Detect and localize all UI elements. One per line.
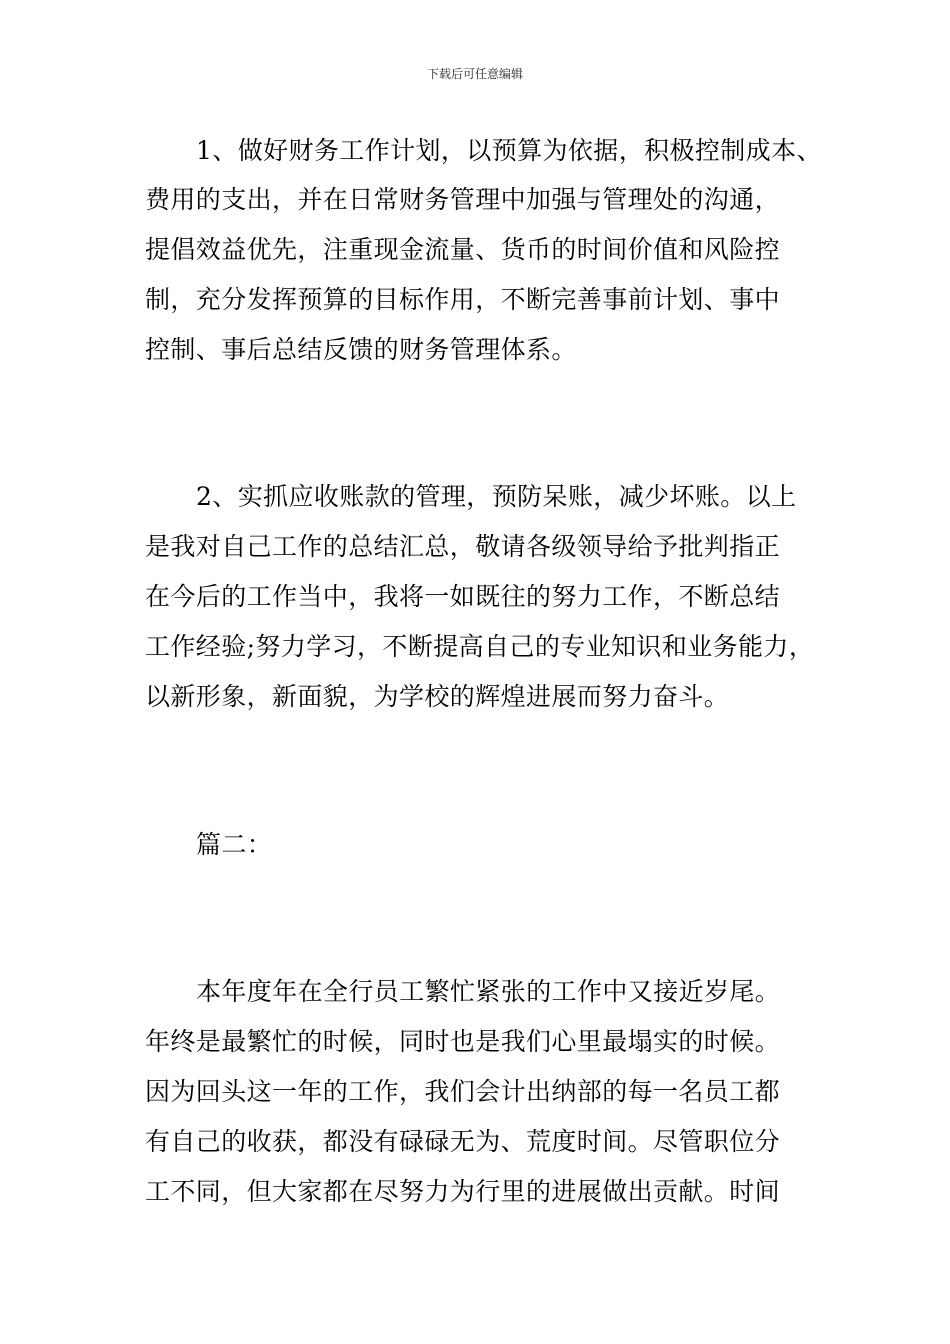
section-heading: 篇二： xyxy=(196,830,273,859)
header-note: 下载后可任意编辑 xyxy=(426,67,523,81)
paragraph-1-line-4: 制，充分发挥预算的目标作用，不断完善事前计划、事中 xyxy=(145,285,781,314)
paragraph-3-line-4: 有自己的收获，都没有碌碌无为、荒度时间。尽管职位分 xyxy=(145,1127,781,1156)
paragraph-1-line-3: 提倡效益优先，注重现金流量、货币的时间价值和风险控 xyxy=(145,235,781,264)
paragraph-1-line-1: 1、做好财务工作计划，以预算为依据，积极控制成本、 xyxy=(196,136,822,165)
paragraph-2-line-4: 工作经验;努力学习，不断提高自己的专业知识和业务能力， xyxy=(145,632,815,661)
paragraph-2-line-2: 是我对自己工作的总结汇总，敬请各级领导给予批判指正 xyxy=(145,532,781,561)
paragraph-1-line-2: 费用的支出，并在日常财务管理中加强与管理处的沟通， xyxy=(145,185,781,214)
paragraph-1-line-5: 控制、事后总结反馈的财务管理体系。 xyxy=(145,335,577,364)
paragraph-3-line-5: 工不同，但大家都在尽努力为行里的进展做出贡献。时间 xyxy=(145,1177,781,1206)
paragraph-3-line-3: 因为回头这一年的工作，我们会计出纳部的每一名员工都 xyxy=(145,1077,781,1106)
paragraph-3-line-2: 年终是最繁忙的时候，同时也是我们心里最塌实的时候。 xyxy=(145,1027,781,1056)
paragraph-2-line-3: 在今后的工作当中，我将一如既往的努力工作，不断总结 xyxy=(145,582,781,611)
paragraph-3-line-1: 本年度年在全行员工繁忙紧张的工作中又接近岁尾。 xyxy=(196,977,781,1006)
paragraph-2-line-1: 2、实抓应收账款的管理，预防呆账，减少坏账。以上 xyxy=(196,482,797,511)
paragraph-2-line-5: 以新形象，新面貌，为学校的辉煌进展而努力奋斗。 xyxy=(145,682,730,711)
